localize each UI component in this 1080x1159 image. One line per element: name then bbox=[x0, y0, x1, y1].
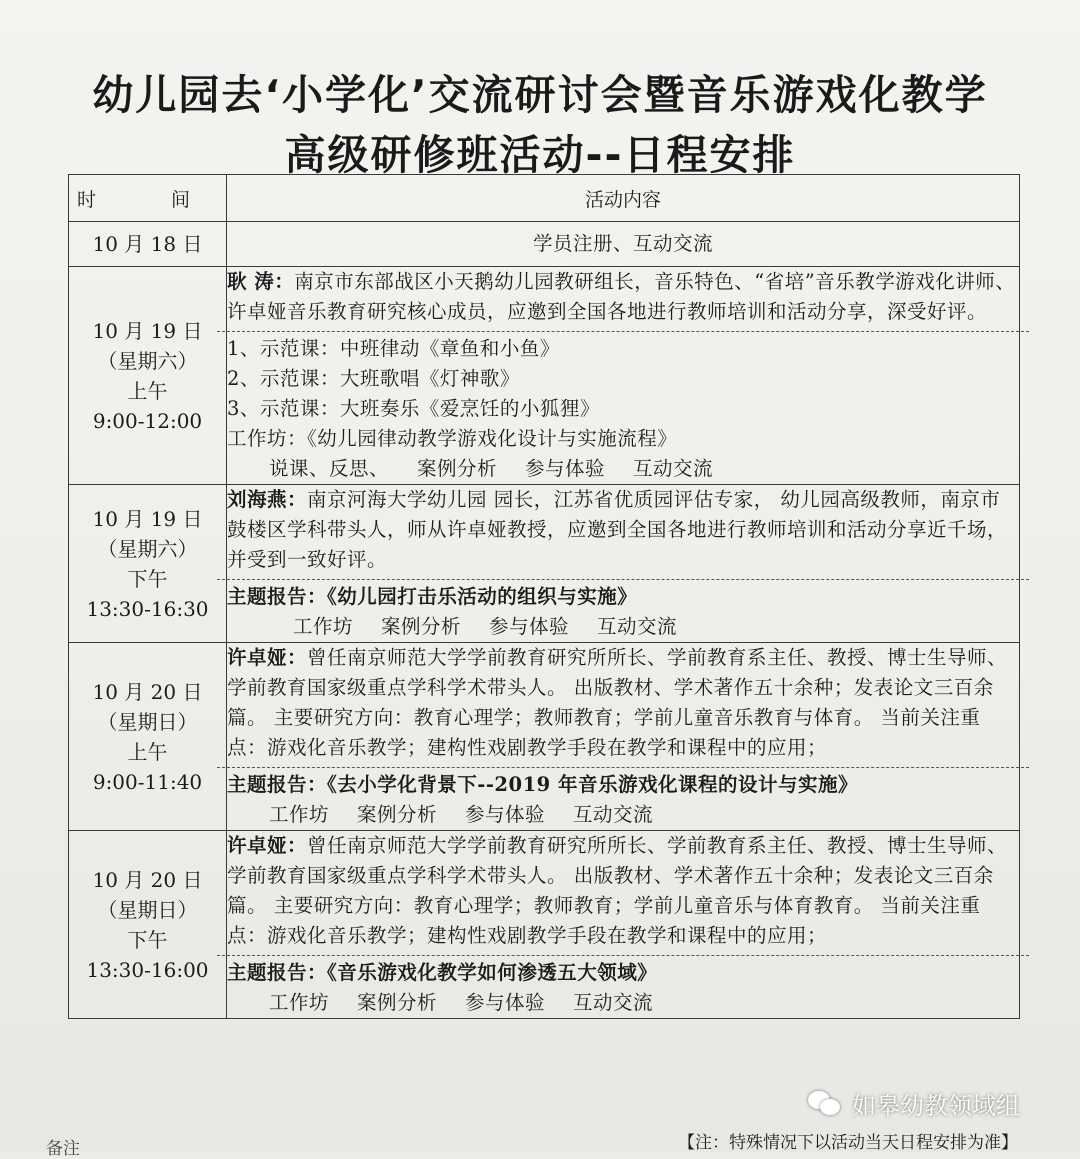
time-cell bbox=[69, 643, 227, 831]
activity-list bbox=[227, 800, 1019, 830]
activity-list bbox=[227, 988, 1019, 1018]
weekday: （星期日） bbox=[97, 897, 198, 922]
list-item: 3、示范课：大班奏乐《爱烹饪的小狐狸》 bbox=[227, 397, 600, 420]
time-range: 13:30-16:30 bbox=[86, 596, 209, 621]
activity: 工作坊 bbox=[293, 615, 354, 638]
footnote: 【注：特殊情况下以活动当天日程安排为准】 bbox=[678, 1133, 1018, 1153]
time-cell bbox=[69, 485, 227, 643]
table-row bbox=[69, 267, 1020, 485]
content-cell bbox=[227, 485, 1020, 643]
time-range: 13:30-16:00 bbox=[86, 957, 209, 982]
document-title-line2: 高级研修班活动--日程安排 bbox=[284, 131, 796, 179]
time-range: 9:00-11:40 bbox=[92, 769, 203, 794]
period: 上午 bbox=[127, 739, 168, 764]
table-row bbox=[69, 222, 1020, 267]
activity: 案例分析 bbox=[357, 803, 438, 826]
schedule-table bbox=[68, 174, 1020, 1019]
list-item: 2、示范课：大班歌唱《灯神歌》 bbox=[227, 367, 520, 390]
speaker-name: 耿 涛： bbox=[227, 270, 295, 293]
period: 下午 bbox=[127, 927, 168, 952]
weekday: （星期六） bbox=[97, 536, 198, 561]
date: 10 月 20 日 bbox=[92, 867, 203, 892]
speaker-intro bbox=[227, 643, 1019, 763]
list-item: 1、示范课：中班律动《章鱼和小鱼》 bbox=[227, 337, 560, 360]
activity: 工作坊 bbox=[269, 803, 330, 826]
demo-lessons bbox=[217, 331, 1029, 484]
activity: 说课、反思、 bbox=[269, 457, 390, 480]
time-cell bbox=[69, 267, 227, 485]
edge-remark: 备注 bbox=[46, 1139, 80, 1159]
document-title-line1: 幼儿园去‘小学化’交流研讨会暨音乐游戏化教学 bbox=[92, 71, 988, 119]
activity: 互动交流 bbox=[573, 991, 654, 1014]
period: 上午 bbox=[127, 378, 168, 403]
table-row bbox=[69, 643, 1020, 831]
header-time: 时 间 bbox=[69, 175, 227, 222]
wechat-watermark bbox=[808, 1086, 1020, 1121]
speaker-intro bbox=[227, 831, 1019, 951]
workshop-title: 工作坊：《幼儿园律动教学游戏化设计与实施流程》 bbox=[227, 427, 678, 450]
activity: 参与体验 bbox=[525, 457, 606, 480]
activity: 案例分析 bbox=[381, 615, 462, 638]
activity-list bbox=[227, 454, 1019, 484]
content-cell: 学员注册、互动交流 bbox=[227, 222, 1020, 267]
weekday: （星期日） bbox=[97, 709, 198, 734]
table-header-row bbox=[69, 175, 1020, 222]
report-title: 主题报告：《幼儿园打击乐活动的组织与实施》 bbox=[227, 585, 638, 608]
report-title: 主题报告：《音乐游戏化教学如何渗透五大领域》 bbox=[227, 961, 658, 984]
activity: 互动交流 bbox=[573, 803, 654, 826]
activity-list bbox=[227, 612, 1019, 642]
weekday: （星期六） bbox=[97, 348, 198, 373]
time-cell bbox=[69, 222, 227, 267]
content-cell bbox=[227, 831, 1020, 1019]
speaker-bio: 南京河海大学幼儿园 园长，江苏省优质园评估专家， 幼儿园高级教师，南京市鼓楼区学科带头人，师从许卓娅教授，应邀到全国各地进行教师培训和活动分享近千场，并受到一致好评。 bbox=[227, 488, 1008, 571]
wechat-icon bbox=[808, 1089, 844, 1119]
report-section bbox=[217, 579, 1029, 642]
activity: 案例分析 bbox=[417, 457, 498, 480]
speaker-name: 许卓娅： bbox=[227, 834, 308, 857]
header-content: 活动内容 bbox=[227, 175, 1020, 222]
speaker-name: 刘海燕： bbox=[227, 488, 308, 511]
report-section bbox=[217, 955, 1029, 1018]
report-section bbox=[217, 767, 1029, 830]
period: 下午 bbox=[127, 566, 168, 591]
speaker-intro bbox=[227, 485, 1019, 575]
speaker-intro bbox=[227, 267, 1019, 327]
activity: 参与体验 bbox=[489, 615, 570, 638]
date: 10 月 19 日 bbox=[92, 506, 203, 531]
date: 10 月 18 日 bbox=[92, 232, 203, 256]
speaker-bio: 南京市东部战区小天鹅幼儿园教研组长，音乐特色、“省培”音乐教学游戏化讲师、许卓娅音乐教育研究核心成员，应邀到全国各地进行教师培训和活动分享，深受好评。 bbox=[227, 270, 1016, 323]
date: 10 月 19 日 bbox=[92, 318, 203, 343]
speaker-bio: 曾任南京师范大学学前教育研究所所长、学前教育系主任、教授、博士生导师、学前教育国家级重点学科学术带头人。 出版教材、学术著作五十余种；发表论文三百余篇。 主要研究方向：教育心理学；教师教育；学前儿童音乐与体育教育。 当前关注重点：游戏化音乐教学；建构性戏剧教学手段在教学和课程中的应用； bbox=[227, 834, 1008, 947]
time-cell bbox=[69, 831, 227, 1019]
content-cell bbox=[227, 643, 1020, 831]
activity: 案例分析 bbox=[357, 991, 438, 1014]
report-title: 主题报告：《去小学化背景下--2019 年音乐游戏化课程的设计与实施》 bbox=[227, 773, 858, 796]
table-row bbox=[69, 485, 1020, 643]
activity: 工作坊 bbox=[269, 991, 330, 1014]
activity: 参与体验 bbox=[465, 991, 546, 1014]
activity: 参与体验 bbox=[465, 803, 546, 826]
activity: 互动交流 bbox=[597, 615, 678, 638]
content-cell bbox=[227, 267, 1020, 485]
watermark-text: 如皋幼教领域组 bbox=[852, 1092, 1020, 1120]
activity: 互动交流 bbox=[633, 457, 714, 480]
date: 10 月 20 日 bbox=[92, 679, 203, 704]
table-row bbox=[69, 831, 1020, 1019]
speaker-name: 许卓娅： bbox=[227, 646, 308, 669]
time-range: 9:00-12:00 bbox=[92, 408, 203, 433]
speaker-bio: 曾任南京师范大学学前教育研究所所长、学前教育系主任、教授、博士生导师、学前教育国家级重点学科学术带头人。 出版教材、学术著作五十余种；发表论文三百余篇。 主要研究方向：教育心理学；教师教育；学前儿童音乐教育与体育。 当前关注重点：游戏化音乐教学；建构性戏剧教学手段在教学和课程中的应用； bbox=[227, 646, 1008, 759]
